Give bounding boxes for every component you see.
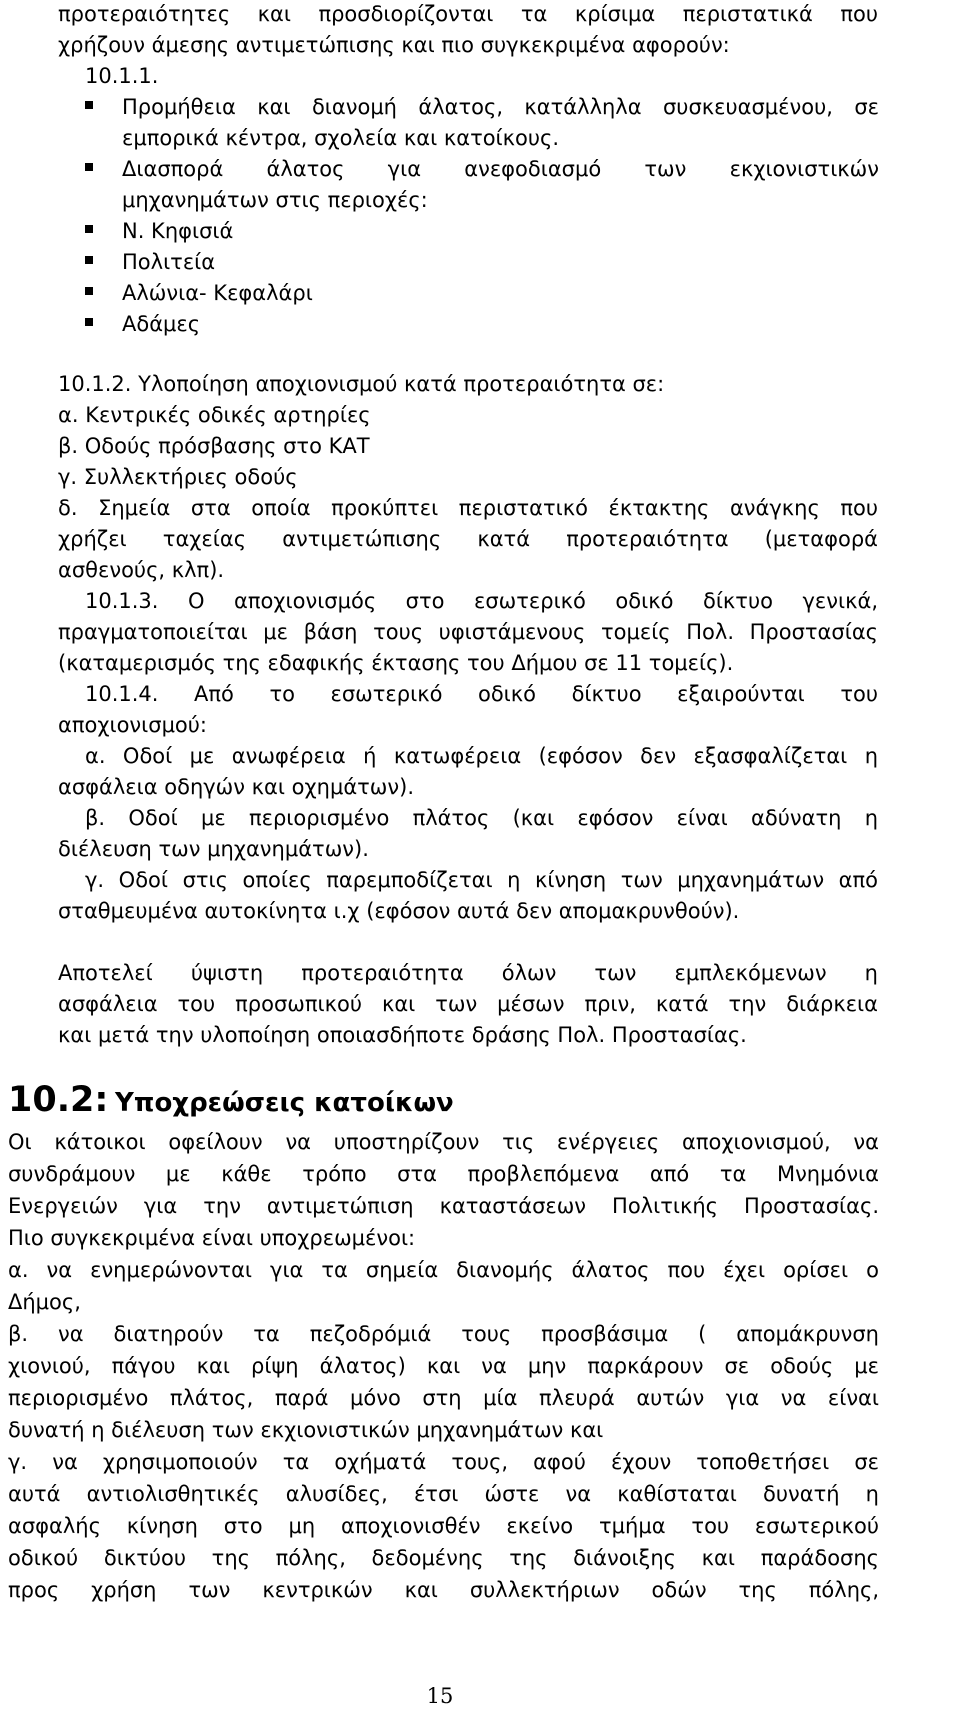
text-line: ασφαλής κίνηση στο μη αποχιονισθέν εκείνο τμήμα του εσωτερικού	[8, 1514, 879, 1538]
list-item: γ. να χρησιμοποιούν τα οχήματά τους, αφού έχουν τοποθετήσει σε	[8, 1450, 879, 1474]
text-line: ασθενούς, κλπ).	[58, 558, 225, 582]
bullet-square-icon	[85, 101, 93, 109]
page-number: 15	[426, 1684, 454, 1708]
text-line: και μετά την υλοποίηση οποιασδήποτε δράσης Πολ. Προστασίας.	[58, 1023, 747, 1047]
section-heading-title: Υποχρεώσεις κατοίκων	[115, 1088, 454, 1118]
bullet-item-continued: μηχανημάτων στις περιοχές:	[122, 188, 428, 212]
bullet-item: Πολιτεία	[122, 250, 216, 274]
text-line: διέλευση των μηχανημάτων).	[58, 837, 369, 861]
text-line: αποχιονισμού:	[58, 713, 207, 737]
text-line: (καταμερισμός της εδαφικής έκτασης του Δήμου σε 11 τομείς).	[58, 651, 734, 675]
text-line: 10.1.3. Ο αποχιονισμός στο εσωτερικό οδικό δίκτυο γενικά,	[85, 589, 878, 613]
bullet-square-icon	[85, 256, 93, 264]
text-line: δυνατή η διέλευση των εκχιονιστικών μηχανημάτων και	[8, 1418, 604, 1442]
list-item: α. Κεντρικές οδικές αρτηρίες	[58, 403, 371, 427]
list-item: γ. Συλλεκτήριες οδούς	[58, 465, 298, 489]
bullet-item: Ν. Κηφισιά	[122, 219, 234, 243]
text-line: σταθμευμένα αυτοκίνητα ι.χ (εφόσον αυτά δεν απομακρυνθούν).	[58, 899, 740, 923]
text-line: Δήμος,	[8, 1290, 81, 1314]
text-line: συνδράμουν με κάθε τρόπο στα προβλεπόμενα από τα Μνημόνια	[8, 1162, 879, 1186]
text-line: χρήζουν άμεσης αντιμετώπισης και πιο συγκεκριμένα αφορούν:	[58, 33, 730, 57]
bullet-item: Προμήθεια και διανομή άλατος, κατάλληλα συσκευασμένου, σε	[122, 95, 879, 119]
text-line: Πιο συγκεκριμένα είναι υποχρεωμένοι:	[8, 1226, 416, 1250]
list-item: β. Οδούς πρόσβασης στο ΚΑΤ	[58, 434, 370, 458]
bullet-item-continued: εμπορικά κέντρα, σχολεία και κατοίκους.	[122, 126, 560, 150]
text-line: 10.1.4. Από το εσωτερικό οδικό δίκτυο εξαιρούνται του	[85, 682, 878, 706]
bullet-square-icon	[85, 225, 93, 233]
text-line: χρήζει ταχείας αντιμετώπισης κατά προτεραιότητα (μεταφορά	[58, 527, 878, 551]
text-line: οδικού δικτύου της πόλης, δεδομένης της διάνοιξης και παράδοσης	[8, 1546, 879, 1570]
list-item: β. να διατηρούν τα πεζοδρόμιά τους προσβάσιμα ( απομάκρυνση	[8, 1322, 879, 1346]
bullet-item: Αδάμες	[122, 312, 201, 336]
bullet-item: Διασπορά άλατος για ανεφοδιασμό των εκχιονιστικών	[122, 157, 879, 181]
list-item: β. Οδοί με περιορισμένο πλάτος (και εφόσον είναι αδύνατη η	[85, 806, 878, 830]
text-line: πραγματοποιείται με βάση τους υφιστάμενους τομείς Πολ. Προστασίας	[58, 620, 878, 644]
list-item: α. Οδοί με ανωφέρεια ή κατωφέρεια (εφόσον δεν εξασφαλίζεται η	[85, 744, 878, 768]
text-line: Οι κάτοικοι οφείλουν να υποστηρίζουν τις ενέργειες αποχιονισμού, να	[8, 1130, 879, 1154]
bullet-square-icon	[85, 318, 93, 326]
list-item: δ. Σημεία στα οποία προκύπτει περιστατικό έκτακτης ανάγκης που	[58, 496, 878, 520]
bullet-item: Αλώνια- Κεφαλάρι	[122, 281, 313, 305]
text-line: Ενεργειών για την αντιμετώπιση καταστάσεων Πολιτικής Προστασίας.	[8, 1194, 879, 1218]
section-number: 10.1.1.	[85, 64, 159, 88]
text-line: Αποτελεί ύψιστη προτεραιότητα όλων των εμπλεκόμενων η	[58, 961, 878, 985]
list-item: α. να ενημερώνονται για τα σημεία διανομής άλατος που έχει ορίσει ο	[8, 1258, 879, 1282]
list-item: γ. Οδοί στις οποίες παρεμποδίζεται η κίνηση των μηχανημάτων από	[85, 868, 878, 892]
text-line: αυτά αντιολισθητικές αλυσίδες, έτσι ώστε να καθίσταται δυνατή η	[8, 1482, 879, 1506]
bullet-square-icon	[85, 287, 93, 295]
section-heading	[8, 1080, 454, 1124]
text-line: 10.1.2. Υλοποίηση αποχιονισμού κατά προτεραιότητα σε:	[58, 372, 665, 396]
text-line: προς χρήση των κεντρικών και συλλεκτήριων οδών της πόλης,	[8, 1578, 879, 1602]
text-line: ασφάλεια οδηγών και οχημάτων).	[58, 775, 414, 799]
text-line: προτεραιότητες και προσδιορίζονται τα κρίσιμα περιστατικά που	[58, 2, 878, 26]
text-line: ασφάλεια του προσωπικού και των μέσων πριν, κατά την διάρκεια	[58, 992, 878, 1016]
text-line: περιορισμένο πλάτος, παρά μόνο στη μία πλευρά αυτών για να είναι	[8, 1386, 879, 1410]
section-heading-number: 10.2:	[8, 1080, 109, 1120]
bullet-square-icon	[85, 163, 93, 171]
text-line: χιονιού, πάγου και ρίψη άλατος) και να μην παρκάρουν σε οδούς με	[8, 1354, 879, 1378]
